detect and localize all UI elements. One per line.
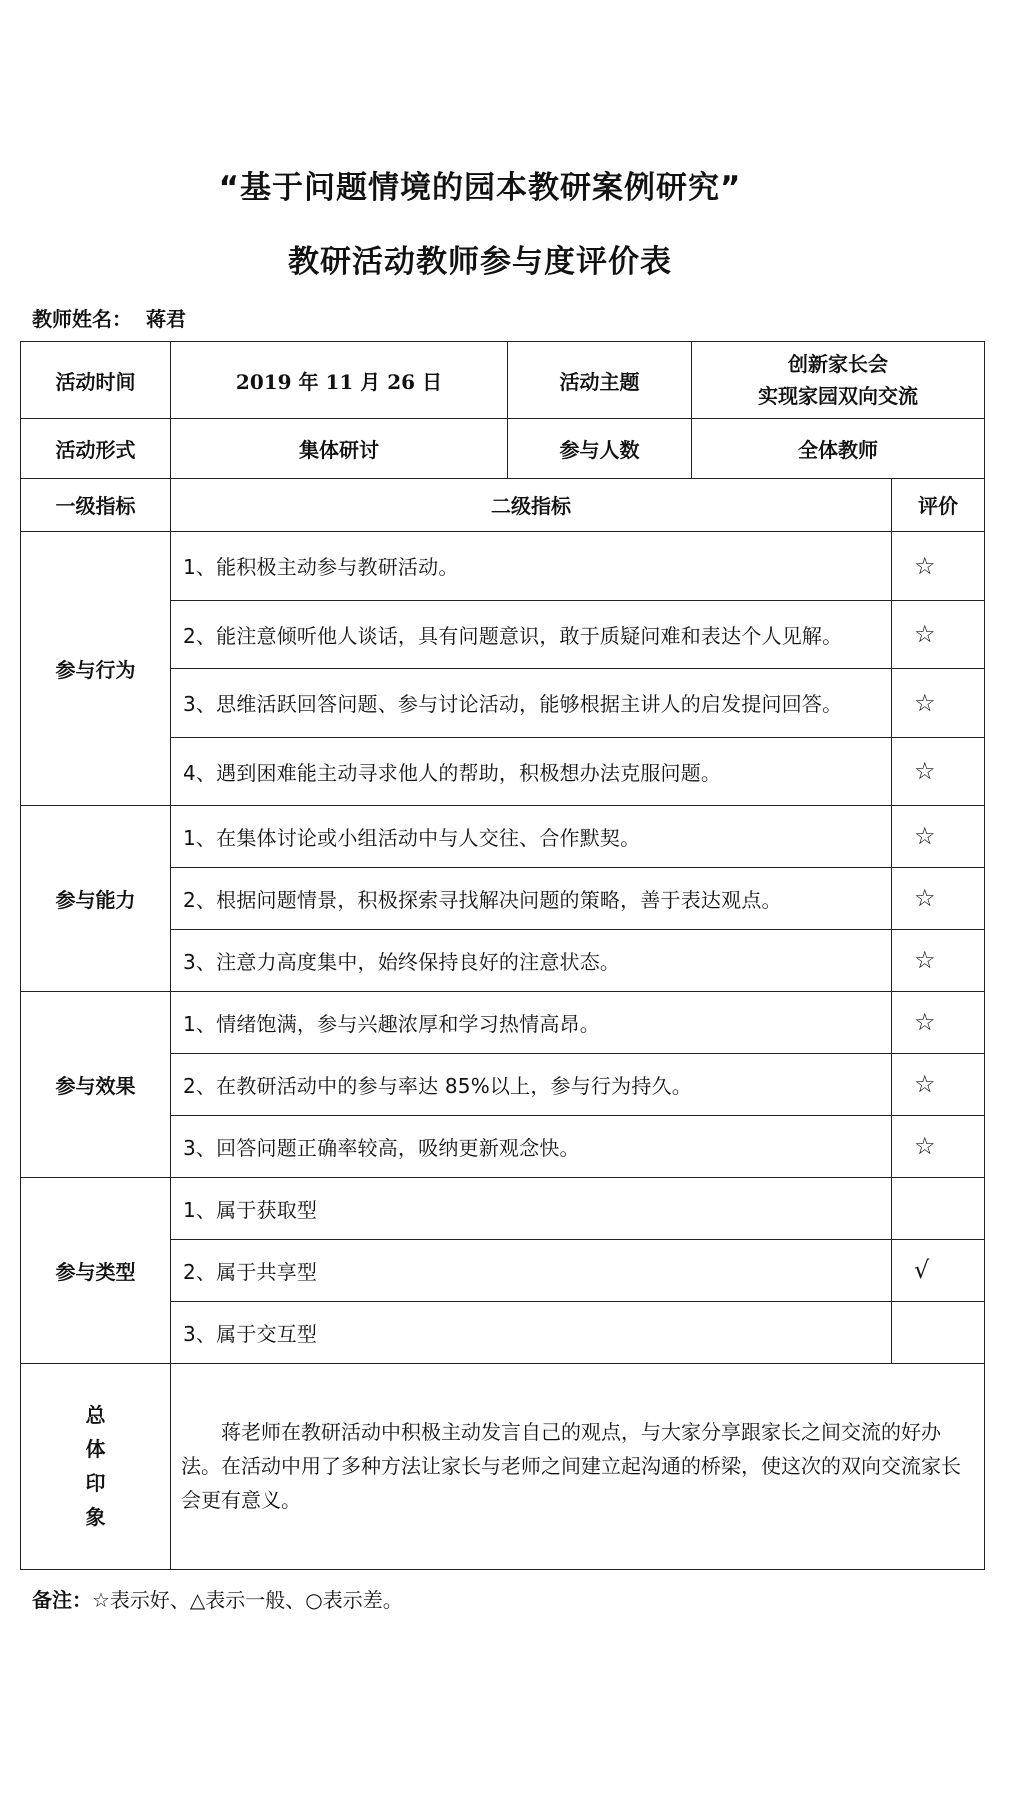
criterion-text: 1、在集体讨论或小组活动中与人交往、合作默契。 [171,805,892,867]
participant-count-value: 全体教师 [692,419,985,479]
activity-theme-line1: 创新家长会 [788,352,888,376]
rating-mark: ☆ [892,867,985,929]
document-title: “基于问题情境的园本教研案例研究” [218,170,742,206]
activity-time-value: 2019 年 11 月 26 日 [171,342,508,419]
criterion-text: 1、属于获取型 [171,1177,892,1239]
info-row-time [21,342,985,419]
rating-mark: ☆ [892,668,985,737]
header-level2: 二级指标 [171,478,892,531]
footnote-text: ☆表示好、△表示一般、○表示差。 [92,1588,403,1612]
overall-impression-label [21,1363,171,1569]
rating-mark: ☆ [892,600,985,668]
teacher-name-value: 蒋君 [146,307,186,331]
header-level1: 一级指标 [21,478,171,531]
criterion-text: 1、能积极主动参与教研活动。 [171,531,892,600]
overall-label-char: 印 [85,1471,106,1495]
section-name: 参与能力 [21,805,171,991]
evaluation-header-row [21,478,985,531]
criterion-text: 2、属于共享型 [171,1239,892,1301]
section-name: 参与行为 [21,531,171,805]
criterion-text: 3、属于交互型 [171,1301,892,1363]
activity-theme-value [692,342,985,419]
overall-label-char: 体 [85,1437,106,1461]
teacher-name-label: 教师姓名： [32,307,132,331]
rating-mark [892,1301,985,1363]
footnote [32,1584,403,1613]
criterion-text: 1、情绪饱满，参与兴趣浓厚和学习热情高昂。 [171,991,892,1053]
rating-mark: ☆ [892,991,985,1053]
section-name: 参与效果 [21,991,171,1177]
criterion-text: 3、思维活跃回答问题、参与讨论活动，能够根据主讲人的启发提问回答。 [171,668,892,737]
table-row [21,1177,985,1239]
criterion-text: 2、根据问题情景，积极探索寻找解决问题的策略，善于表达观点。 [171,867,892,929]
info-row-form [21,419,985,479]
activity-theme-line2: 实现家园双向交流 [758,384,918,408]
activity-form-value: 集体研讨 [171,419,508,479]
teacher-name-row [32,303,186,332]
rating-mark: ☆ [892,737,985,805]
activity-theme-label: 活动主题 [508,342,692,419]
header-rating: 评价 [892,478,985,531]
rating-mark [892,1177,985,1239]
overall-label-char: 象 [85,1505,106,1529]
rating-mark: ☆ [892,1115,985,1177]
criterion-text: 2、在教研活动中的参与率达 85%以上，参与行为持久。 [171,1053,892,1115]
section-name: 参与类型 [21,1177,171,1363]
rating-mark: ☆ [892,1053,985,1115]
participant-count-label: 参与人数 [508,419,692,479]
rating-mark: ☆ [892,531,985,600]
document-subtitle: 教研活动教师参与度评价表 [288,244,672,280]
activity-form-label: 活动形式 [21,419,171,479]
overall-label-char: 总 [85,1403,106,1427]
criterion-text: 3、注意力高度集中，始终保持良好的注意状态。 [171,929,892,991]
rating-mark: √ [892,1239,985,1301]
rating-mark: ☆ [892,805,985,867]
criterion-text: 3、回答问题正确率较高，吸纳更新观念快。 [171,1115,892,1177]
overall-impression-row [21,1363,985,1569]
criterion-text: 4、遇到困难能主动寻求他人的帮助，积极想办法克服问题。 [171,737,892,805]
table-row [21,991,985,1053]
evaluation-table [20,478,985,1570]
activity-time-label: 活动时间 [21,342,171,419]
table-row [21,805,985,867]
activity-info-table [20,341,985,479]
overall-impression-text: 蒋老师在教研活动中积极主动发言自己的观点，与大家分享跟家长之间交流的好办法。在活动中用了多种方法让家长与老师之间建立起沟通的桥梁，使这次的双向交流家长会更有意义。 [171,1363,985,1569]
footnote-label: 备注： [32,1588,92,1612]
table-row [21,531,985,600]
rating-mark: ☆ [892,929,985,991]
criterion-text: 2、能注意倾听他人谈话，具有问题意识，敢于质疑问难和表达个人见解。 [171,600,892,668]
